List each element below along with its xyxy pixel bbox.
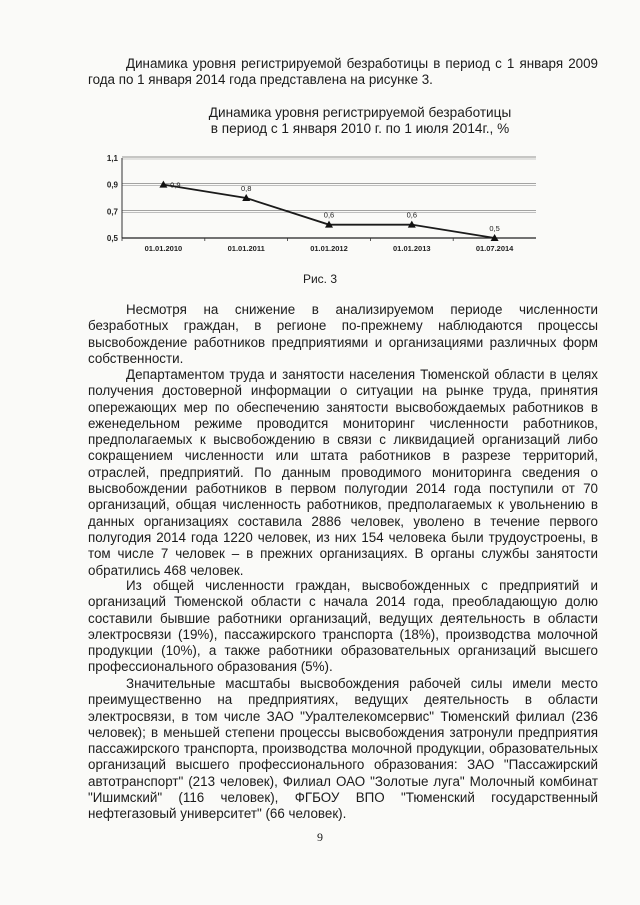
x-tick-label: 01.01.2013: [393, 244, 431, 253]
y-tick-label: 0,5: [106, 234, 118, 243]
y-tick-label: 1,1: [106, 154, 118, 163]
x-tick-label: 01.01.2012: [310, 244, 348, 253]
x-tick-label: 01.07.2014: [475, 244, 514, 253]
data-label: 0,8: [240, 184, 252, 193]
paragraph-3: Из общей численности граждан, высвобожденных с предприятий и организаций Тюменской области с начала 2014 года, преобладающую долю составили бывшие работники организаций, ведущих деятельность в области электросвязи (19%), пассажирского транспорта (18%), производства молочной продукции (10%), а также работники образовательных организаций высшего профессионального образования (5%).: [88, 578, 598, 675]
y-tick-label: 0,9: [106, 180, 118, 190]
paragraph-2: Департаментом труда и занятости населения Тюменской области в целях получения достоверной информации о ситуации на рынке труда, принятия опережающих мер по обеспечению занятости высвобождаемых работников в еженедельном режиме проводится мониторинг численности работников, предполагаемых к высвобождению в связи с ликвидацией организаций либо сокращением численности или штата работников в разрезе территорий, отраслей, предприятий. По данным проводимого мониторинга сведения о высвобождении работников в первом полугодии 2014 года поступили от 70 организаций, общая численность работников, предполагаемых к увольнению в данных организациях составила 2886 человек, уволено в течение первого полугодия 2014 года 1220 человек, из них 154 человека были трудоустроены, в том числе 7 человек – в прежних организациях. В органы службы занятости обратились 468 человек.: [88, 367, 598, 578]
data-label: 0,9: [170, 180, 181, 190]
data-point-marker: [159, 181, 167, 188]
unemployment-line-chart: [86, 148, 576, 258]
chart-title-line-1: Динамика уровня регистрируемой безработицы: [208, 105, 512, 120]
intro-paragraph: Динамика уровня регистрируемой безработицы в период с 1 января 2009 года по 1 января 2014 года представлена на рисунке 3.: [88, 56, 598, 88]
x-tick-label: 01.01.2010: [144, 244, 183, 253]
paragraph-1: Несмотря на снижение в анализируемом периоде численности безработных граждан, в регионе по-прежнему наблюдаются процессы высвобождение работников предприятиями и организациями различных форм собственности.: [88, 302, 598, 366]
data-label: 0,6: [406, 210, 418, 220]
y-tick-label: 0,7: [106, 207, 118, 217]
data-label: 0,6: [323, 210, 335, 220]
figure-caption: Рис. 3: [302, 272, 338, 286]
chart-title-line-2: в период с 1 января 2010 г. по 1 июля 2014г., %: [210, 121, 510, 136]
page-number: 9: [317, 830, 323, 844]
paragraph-4: Значительные масштабы высвобождения рабочей силы имели место преимущественно на предприятиях, ведущих деятельность в области электросвязи, в том числе ЗАО "Уралтелекомсервис" Тюменский филиал (236 человек); в меньшей степени процессы высвобождения затронули предприятия пассажирского транспорта, производства молочной продукции, образовательных организаций высшего профессионального образования: ЗАО "Пассажирский автотранспорт" (213 человек), Филиал ОАО "Золотые луга" Молочный комбинат "Ишимский" (116 человек), ФГБОУ ВПО "Тюменский государственный нефтегазовый университет" (66 человек).: [88, 676, 598, 822]
chart-title: [150, 105, 570, 137]
data-label: 0,5: [489, 224, 500, 233]
x-tick-label: 01.01.2011: [227, 244, 265, 253]
